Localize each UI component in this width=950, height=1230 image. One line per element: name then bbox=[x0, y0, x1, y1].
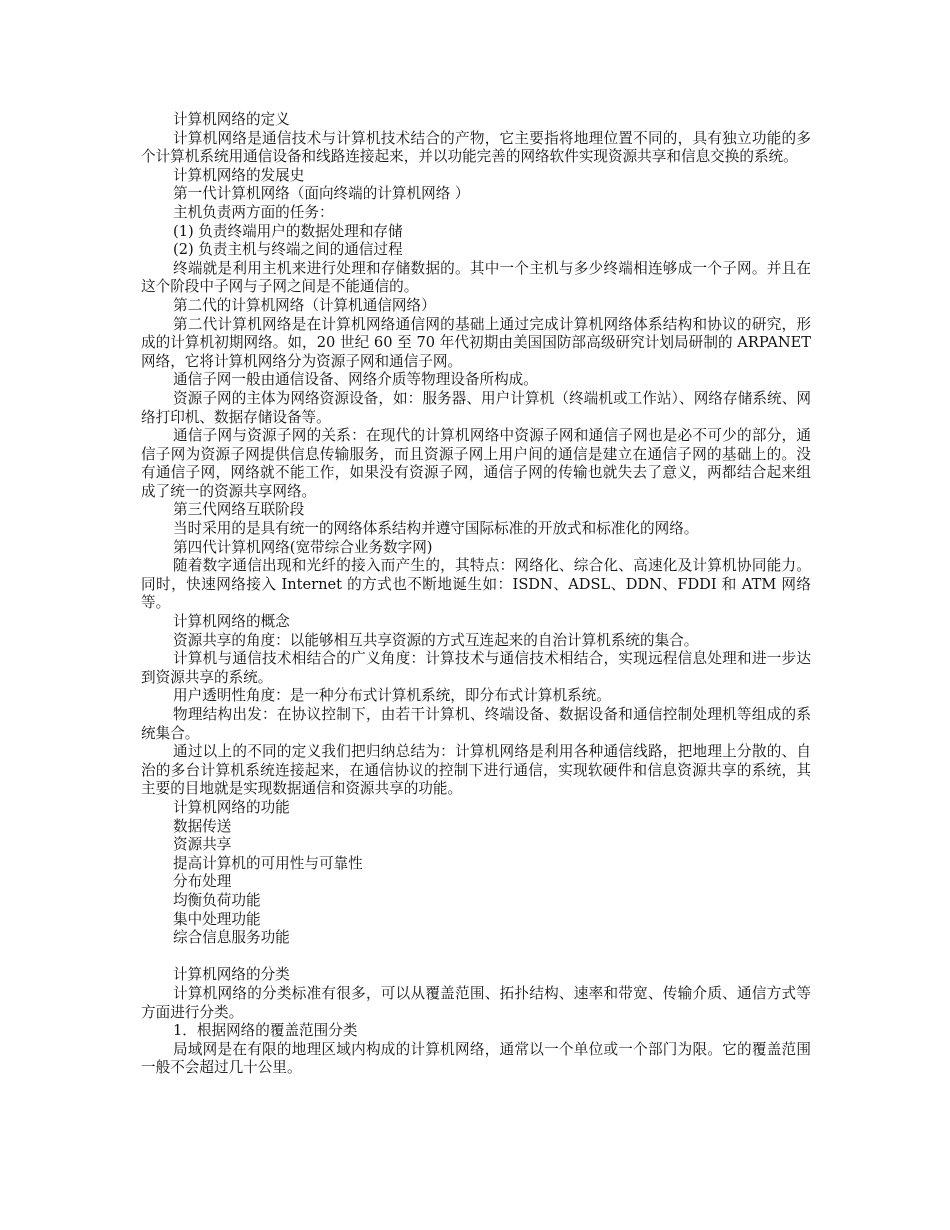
heading-classification: 计算机网络的分类 bbox=[173, 966, 290, 984]
paragraph-terminal: 终端就是利用主机来进行处理和存储数据的。其中一个主机与多少终端相连够成一个子网。并且在这个阶段中子网与子网之间是不能通信的。 bbox=[141, 259, 811, 296]
document-body bbox=[141, 111, 811, 1078]
list-item-function: 提高计算机的可用性与可靠性 bbox=[173, 854, 363, 872]
heading-first-generation: 第一代计算机网络（面向终端的计算机网络 ） bbox=[173, 185, 470, 203]
list-item-function: 均衡负荷功能 bbox=[173, 891, 261, 909]
heading-second-generation: 第二代的计算机网络（计算机通信网络） bbox=[173, 296, 436, 314]
paragraph-resource-subnet: 资源子网的主体为网络资源设备，如：服务器、用户计算机（终端机或工作站）、网络存储系统、网络打印机、数据存储设备等。 bbox=[141, 389, 811, 426]
list-item-function: 综合信息服务功能 bbox=[173, 929, 290, 947]
paragraph-concept-broad: 计算机与通信技术相结合的广义角度：计算技术与通信技术相结合，实现远程信息处理和进一步达到资源共享的系统。 bbox=[141, 650, 811, 686]
paragraph-fourth-generation: 随着数字通信出现和光纤的接入而产生的，其特点：网络化、综合化、高速化及计算机协同能力。同时，快速网络接入 Internet 的方式也不断地诞生如：ISDN、ADSL、DDN、FDDI 和 ATM 网络等。 bbox=[141, 557, 811, 612]
paragraph-host-tasks: 主机负责两方面的任务： bbox=[173, 203, 334, 221]
blank-line bbox=[141, 948, 811, 967]
list-item-function: 分布处理 bbox=[173, 873, 232, 891]
paragraph-classification: 计算机网络的分类标准有很多，可以从覆盖范围、拓扑结构、速率和带宽、传输介质、通信方式等方面进行分类。 bbox=[141, 984, 811, 1021]
heading-fourth-generation: 第四代计算机网络(宽带综合业务数字网) bbox=[173, 538, 433, 556]
paragraph-second-generation: 第二代计算机网络是在计算机网络通信网的基础上通过完成计算机网络体系结构和协议的研究，形成的计算机初期网络。如，20 世纪 60 至 70 年代初期由美国国防部高级研究计划局研制的 ARPANET 网络，它将计算机网络分为资源子网和通信子网。 bbox=[141, 315, 811, 370]
paragraph-concept-physical: 物理结构出发：在协议控制下，由若干计算机、终端设备、数据设备和通信控制处理机等组成的系统集合。 bbox=[141, 706, 811, 742]
paragraph-definition: 计算机网络是通信技术与计算机技术结合的产物，它主要指将地理位置不同的，具有独立功能的多个计算机系统用通信设备和线路连接起来，并以功能完善的网络软件实现资源共享和信息交换的系统。 bbox=[141, 129, 811, 166]
list-item-function: 集中处理功能 bbox=[173, 910, 261, 928]
paragraph-concept-transparency: 用户透明性角度：是一种分布式计算机系统，即分布式计算机系统。 bbox=[173, 687, 611, 705]
paragraph-subnet-relation: 通信子网与资源子网的关系：在现代的计算机网络中资源子网和通信子网也是必不可少的部分，通信子网为资源子网提供信息传输服务，而且资源子网上用户间的通信是建立在通信子网的基础上的。没有通信子网，网络就不能工作，如果没有资源子网，通信子网的传输也就失去了意义，两都结合起来组成了统一的资源共享网络。 bbox=[141, 427, 811, 500]
paragraph-concept-summary: 通过以上的不同的定义我们把归纳总结为：计算机网络是利用各种通信线路，把地理上分散的、自治的多台计算机系统连接起来，在通信协议的控制下进行通信，实现软硬件和信息资源共享的系统，其主要的目地就是实现数据通信和资源共享的功能。 bbox=[141, 743, 811, 798]
heading-third-generation: 第三代网络互联阶段 bbox=[173, 501, 305, 519]
heading-concept: 计算机网络的概念 bbox=[173, 613, 290, 631]
heading-functions: 计算机网络的功能 bbox=[173, 798, 290, 816]
heading-history: 计算机网络的发展史 bbox=[173, 166, 305, 184]
paragraph-third-generation: 当时采用的是具有统一的网络体系结构并遵守国际标准的开放式和标准化的网络。 bbox=[173, 520, 699, 538]
list-item-function: 资源共享 bbox=[173, 836, 232, 854]
heading-classification-coverage: 1．根据网络的覆盖范围分类 bbox=[173, 1022, 358, 1040]
list-item-function: 数据传送 bbox=[173, 817, 232, 835]
heading-definition: 计算机网络的定义 bbox=[173, 111, 290, 128]
paragraph-communication-subnet: 通信子网一般由通信设备、网络介质等物理设备所构成。 bbox=[173, 371, 538, 389]
list-item-task-2: (2) 负责主机与终端之间的通信过程 bbox=[173, 241, 403, 259]
paragraph-concept-resource: 资源共享的角度：以能够相互共享资源的方式互连起来的自治计算机系统的集合。 bbox=[173, 631, 699, 649]
list-item-task-1: (1) 负责终端用户的数据处理和存储 bbox=[173, 222, 403, 240]
paragraph-lan: 局域网是在有限的地理区域内构成的计算机网络，通常以一个单位或一个部门为限。它的覆盖范围一般不会超过几十公里。 bbox=[141, 1040, 811, 1077]
